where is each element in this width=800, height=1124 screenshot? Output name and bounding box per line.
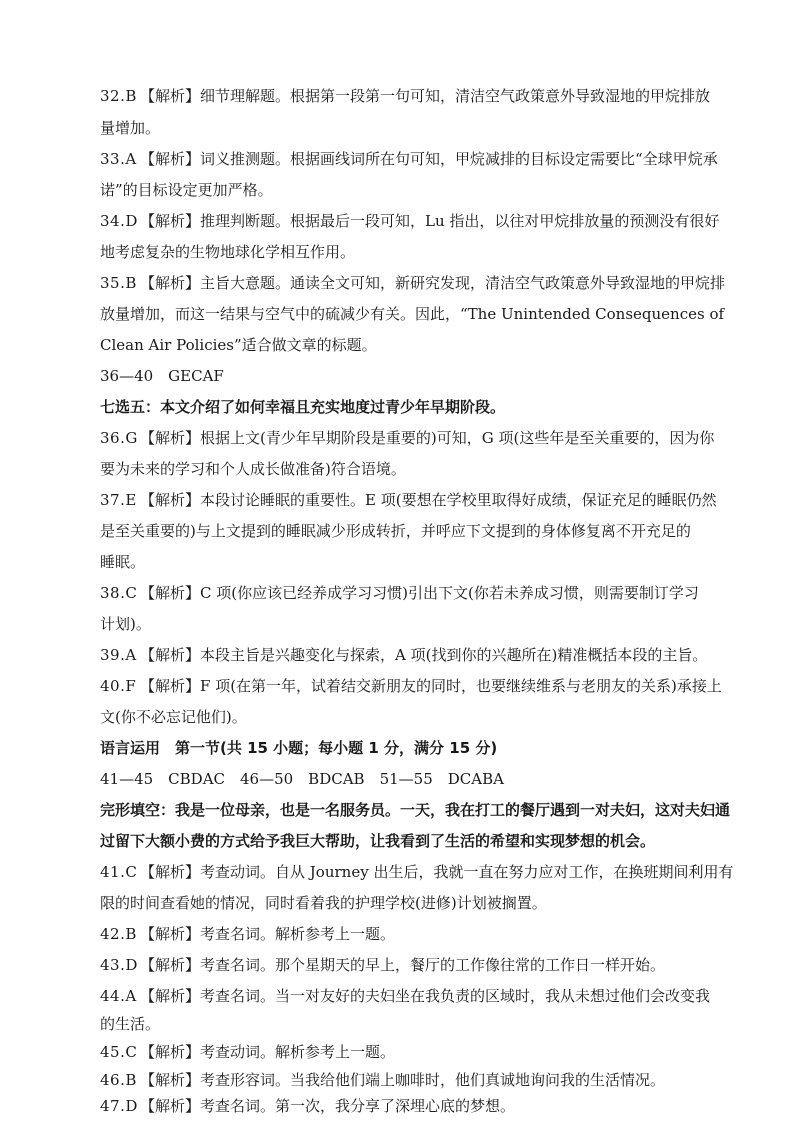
item-text: 考查动词。解析参考上一题。 (200, 1043, 396, 1061)
answer-list: 41—45 CBDAC 46—50 BDCAB 51—55 DCABA (100, 770, 504, 788)
analysis-tag: 【解析】 (140, 863, 201, 881)
item-text: 考查名词。解析参考上一题。 (200, 925, 396, 943)
analysis-tag: 【解析】 (140, 429, 201, 447)
section-heading-text: 语言运用 第一节(共 15 小题；每小题 1 分，满分 15 分) (100, 739, 498, 757)
section-heading-text: 七选五：本文介绍了如何幸福且充实地度过青少年早期阶段。 (100, 398, 506, 416)
item-text-cont: Clean Air Policies”适合做文章的标题。 (100, 336, 377, 354)
item-number: 37.E (100, 491, 137, 509)
item-text: 考查名词。第一次，我分享了深埋心底的梦想。 (200, 1097, 516, 1115)
item-text: 考查名词。那个星期天的早上，餐厅的工作像往常的工作日一样开始。 (200, 956, 666, 974)
item-number: 33.A (100, 150, 137, 168)
item-text: 推理判断题。根据最后一段可知，Lu 指出，以往对甲烷排放量的预测没有很好 (200, 212, 720, 230)
item-number: 44.A (100, 987, 137, 1005)
item-text-cont: 诺”的目标设定更加严格。 (100, 181, 273, 199)
item-text-cont: 地考虑复杂的生物地球化学相互作用。 (100, 243, 356, 261)
item-text-cont: 睡眠。 (100, 553, 146, 571)
item-text-cont: 计划)。 (100, 615, 151, 633)
item-text-cont: 限的时间查看她的情况，同时看着我的护理学校(进修)计划被搁置。 (100, 894, 547, 912)
analysis-tag: 【解析】 (140, 1097, 201, 1115)
item-number: 40.F (100, 677, 137, 695)
analysis-tag: 【解析】 (140, 584, 201, 602)
item-number: 47.D (100, 1097, 138, 1115)
analysis-tag: 【解析】 (140, 987, 201, 1005)
item-number: 35.B (100, 274, 137, 292)
analysis-tag: 【解析】 (140, 212, 201, 230)
item-text: 词义推测题。根据画线词所在句可知，甲烷减排的目标设定需要比“全球甲烷承 (200, 150, 718, 168)
item-text: 考查动词。自从 Journey 出生后，我就一直在努力应对工作，在换班期间利用有 (200, 863, 734, 881)
item-text: F 项(在第一年，试着结交新朋友的同时，也要继续维系与老朋友的关系)承接上 (200, 677, 722, 695)
cloze-intro-text: 完形填空：我是一位母亲，也是一名服务员。一天，我在打工的餐厅遇到一对夫妇，这对夫妇通 (100, 801, 731, 819)
item-number: 41.C (100, 863, 138, 881)
item-text-cont: 是至关重要的)与上文提到的睡眠减少形成转折，并呼应下文提到的身体修复离不开充足的 (100, 522, 691, 540)
item-text: 根据上文(青少年早期阶段是重要的)可知，G 项(这些年是至关重要的，因为你 (200, 429, 715, 447)
item-text: 考查名词。当一对友好的夫妇坐在我负责的区域时，我从未想过他们会改变我 (200, 987, 711, 1005)
item-text-cont: 要为未来的学习和个人成长做准备)符合语境。 (100, 460, 406, 478)
answer-list: 36—40 GECAF (100, 367, 224, 385)
item-text-cont: 放量增加，而这一结果与空气中的硫减少有关。因此，“The Unintended Consequences of (100, 305, 725, 323)
item-text-cont: 的生活。 (100, 1015, 161, 1033)
analysis-tag: 【解析】 (140, 491, 201, 509)
analysis-tag: 【解析】 (140, 956, 201, 974)
analysis-tag: 【解析】 (140, 1071, 201, 1089)
item-number: 43.D (100, 956, 138, 974)
cloze-intro-text: 过留下大额小费的方式给予我巨大帮助，让我看到了生活的希望和实现梦想的机会。 (100, 832, 656, 850)
item-text: 主旨大意题。通读全文可知，新研究发现，清洁空气政策意外导致湿地的甲烷排 (200, 274, 726, 292)
item-number: 38.C (100, 584, 138, 602)
item-text: 细节理解题。根据第一段第一句可知，清洁空气政策意外导致湿地的甲烷排放 (200, 87, 711, 105)
item-text: 本段讨论睡眠的重要性。E 项(要想在学校里取得好成绩，保证充足的睡眠仍然 (200, 491, 717, 509)
item-number: 39.A (100, 646, 137, 664)
item-number: 36.G (100, 429, 138, 447)
item-number: 34.D (100, 212, 138, 230)
item-number: 45.C (100, 1043, 138, 1061)
analysis-tag: 【解析】 (140, 677, 201, 695)
analysis-tag: 【解析】 (140, 274, 201, 292)
item-text: 考查形容词。当我给他们端上咖啡时，他们真诚地询问我的生活情况。 (200, 1071, 666, 1089)
item-number: 42.B (100, 925, 137, 943)
analysis-tag: 【解析】 (140, 1043, 201, 1061)
item-text-cont: 量增加。 (100, 119, 161, 137)
item-number: 32.B (100, 87, 137, 105)
analysis-tag: 【解析】 (140, 87, 201, 105)
item-number: 46.B (100, 1071, 137, 1089)
analysis-tag: 【解析】 (140, 646, 201, 664)
item-text: C 项(你应该已经养成学习习惯)引出下文(你若未养成习惯，则需要制订学习 (200, 584, 699, 602)
item-text: 本段主旨是兴趣变化与探索，A 项(找到你的兴趣所在)精准概括本段的主旨。 (200, 646, 708, 664)
analysis-tag: 【解析】 (140, 150, 201, 168)
item-text-cont: 文(你不必忘记他们)。 (100, 708, 247, 726)
analysis-tag: 【解析】 (140, 925, 201, 943)
